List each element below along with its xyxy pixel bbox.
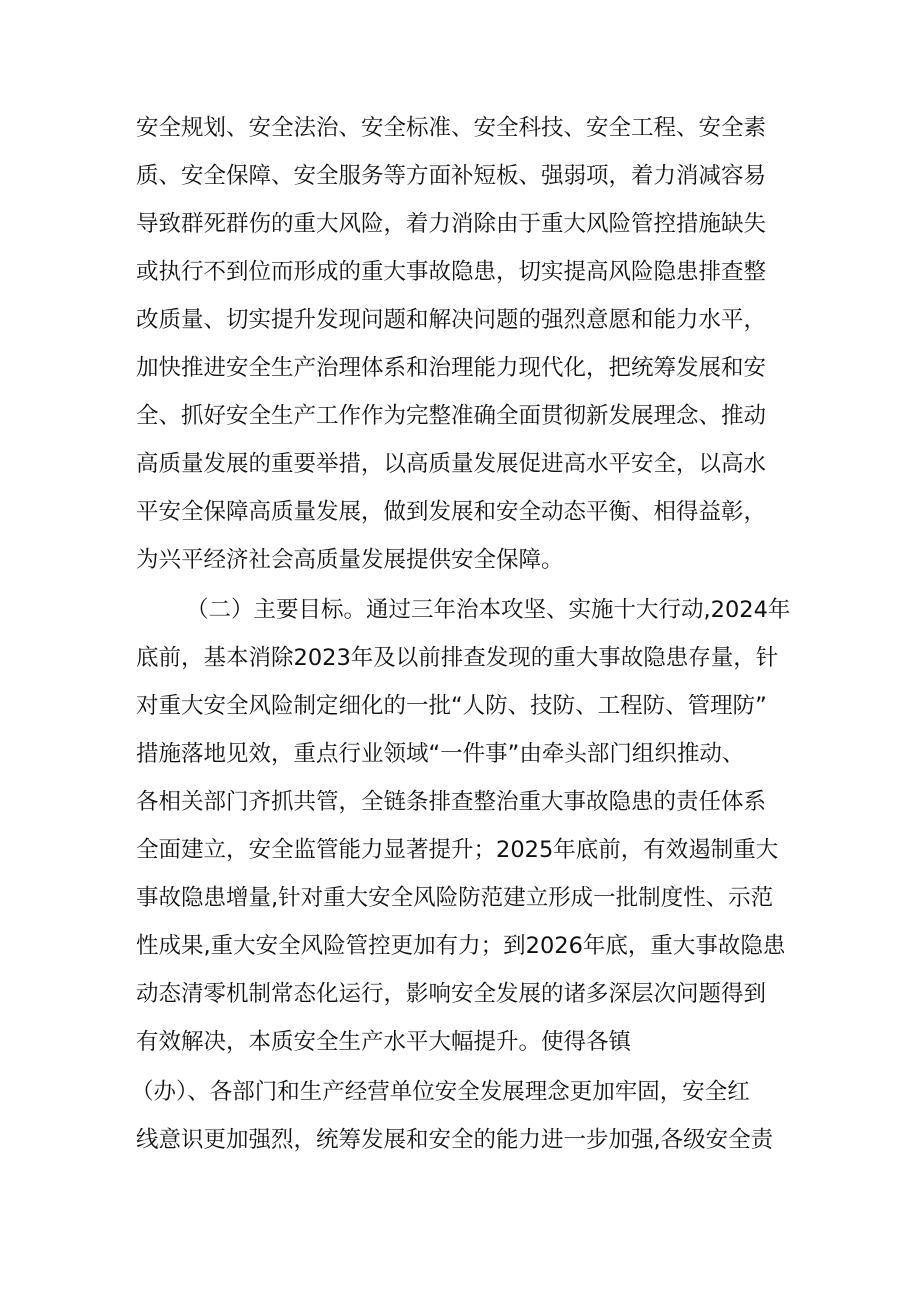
text-line: 性成果,重大安全风险管控更加有力；到2026年底，重大事故隐患 (136, 933, 786, 959)
text-line: 质、安全保障、安全服务等方面补短板、强弱项，着力消减容易 (136, 163, 767, 189)
text-line: 对重大安全风险制定细化的一批“人防、技防、工程防、管理防” (136, 693, 767, 719)
text-line: 动态清零机制常态化运行，影响安全发展的诸多深层次问题得到 (136, 981, 767, 1007)
text-line: 加快推进安全生产治理体系和治理能力现代化，把统筹发展和安 (136, 355, 767, 381)
text-line: 有效解决，本质安全生产水平大幅提升。使得各镇 (136, 1029, 632, 1055)
text-line: 安全规划、安全法治、安全标准、安全科技、安全工程、安全素 (136, 115, 767, 141)
text-line: 各相关部门齐抓共管，全链条排查整治重大事故隐患的责任体系 (136, 789, 767, 815)
text-line: 全、抓好安全生产工作作为完整准确全面贯彻新发展理念、推动 (136, 403, 767, 429)
section-heading-line: （二）主要目标。通过三年治本攻坚、实施十大行动,2024年 (186, 597, 791, 623)
text-line: 为兴平经济社会高质量发展提供安全保障。 (136, 547, 564, 573)
text-line: 导致群死群伤的重大风险，着力消除由于重大风险管控措施缺失 (136, 211, 767, 237)
text-line: 或执行不到位而形成的重大事故隐患，切实提高风险隐患排查整 (136, 259, 767, 285)
text-line: 线意识更加强烈，统筹发展和安全的能力进一步加强,各级安全责 (136, 1127, 774, 1153)
text-line: 事故隐患增量,针对重大安全风险防范建立形成一批制度性、示范 (136, 885, 774, 911)
text-line: 改质量、切实提升发现问题和解决问题的强烈意愿和能力水平， (136, 307, 767, 333)
text-line: 平安全保障高质量发展，做到发展和安全动态平衡、相得益彰， (136, 499, 767, 525)
text-line: 措施落地见效，重点行业领域“一件事”由牵头部门组织推动、 (136, 741, 745, 767)
text-line: （办）、各部门和生产经营单位安全发展理念更加牢固，安全红 (131, 1079, 750, 1105)
text-line: 底前，基本消除2023年及以前排查发现的重大事故隐患存量，针 (136, 645, 779, 671)
text-line: 全面建立，安全监管能力显著提升；2025年底前，有效遏制重大 (136, 837, 779, 863)
text-line: 高质量发展的重要举措，以高质量发展促进高水平安全，以高水 (136, 451, 767, 477)
